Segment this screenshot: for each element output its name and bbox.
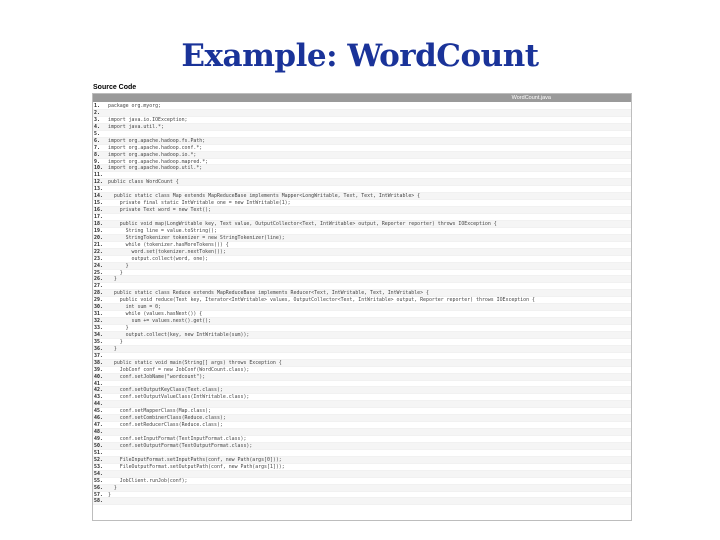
line-number: 58.: [94, 498, 103, 505]
line-number: 53.: [94, 463, 103, 470]
code-line: [93, 117, 631, 124]
code-line: [93, 304, 631, 311]
line-number: 13.: [94, 186, 103, 193]
code-line: [93, 270, 631, 277]
line-number: 55.: [94, 477, 103, 484]
code-line: [93, 450, 631, 457]
code-line: [93, 374, 631, 381]
code-line: [93, 138, 631, 145]
line-code: import java.util.*;: [108, 123, 164, 130]
code-line: [93, 145, 631, 152]
code-line: [93, 485, 631, 492]
line-code: }: [108, 338, 123, 345]
line-code: }: [108, 276, 117, 283]
line-number: 42.: [94, 387, 103, 394]
line-number: 21.: [94, 241, 103, 248]
line-number: 38.: [94, 359, 103, 366]
code-line: [93, 492, 631, 499]
line-code: FileInputFormat.setInputPaths(conf, new Path(args[0]));: [108, 456, 282, 463]
line-code: conf.setReducerClass(Reduce.class);: [108, 422, 223, 429]
line-code: public static class Map extends MapReduceBase implements Mapper<LongWritable, Text, Text, IntWritable> {: [108, 193, 421, 200]
file-name-bar: WordCount.java: [93, 94, 631, 102]
code-line: [93, 256, 631, 263]
code-line: [93, 200, 631, 207]
code-line: [93, 422, 631, 429]
line-code: import org.apache.hadoop.mapred.*;: [108, 158, 209, 165]
line-number: 1.: [94, 103, 100, 109]
line-number: 8.: [94, 151, 100, 158]
line-number: 47.: [94, 422, 103, 429]
code-line: [93, 186, 631, 193]
code-line: [93, 235, 631, 242]
code-lines: [93, 102, 631, 505]
line-number: 6.: [94, 137, 100, 144]
line-code: import java.io.IOException;: [108, 116, 188, 123]
line-number: 2.: [94, 109, 100, 116]
code-line: [93, 436, 631, 443]
code-line: [93, 207, 631, 214]
line-number: 43.: [94, 394, 103, 401]
code-line: [93, 311, 631, 318]
line-number: 24.: [94, 262, 103, 269]
code-line: [93, 381, 631, 388]
line-number: 11.: [94, 172, 103, 179]
code-line: [93, 325, 631, 332]
code-line: [93, 401, 631, 408]
line-code: public class WordCount {: [108, 179, 179, 186]
line-code: output.collect(key, new IntWritable(sum));: [108, 331, 250, 338]
source-code-heading: Source Code: [93, 84, 137, 91]
code-line: [93, 443, 631, 450]
line-number: 4.: [94, 123, 100, 130]
line-number: 7.: [94, 144, 100, 151]
code-line: [93, 360, 631, 367]
code-line: [93, 339, 631, 346]
line-number: 14.: [94, 193, 103, 200]
code-line: [93, 110, 631, 117]
code-line: [93, 464, 631, 471]
line-code: import org.apache.hadoop.conf.*;: [108, 144, 203, 151]
line-code: public void map(LongWritable key, Text value, OutputCollector<Text, IntWritable> output, Reporter reporter) throws IOException {: [108, 220, 497, 227]
code-line: [93, 367, 631, 374]
line-number: 35.: [94, 338, 103, 345]
code-line: [93, 498, 631, 505]
line-number: 36.: [94, 345, 103, 352]
code-line: [93, 103, 631, 110]
line-code: public static class Reduce extends MapReduceBase implements Reducer<Text, IntWritable, Text, IntWritable> {: [108, 290, 429, 297]
line-number: 33.: [94, 325, 103, 331]
line-number: 29.: [94, 297, 103, 304]
code-line: [93, 478, 631, 485]
code-line: [93, 276, 631, 283]
line-number: 52.: [94, 456, 103, 463]
line-number: 16.: [94, 207, 103, 214]
code-line: [93, 290, 631, 297]
line-code: conf.setOutputFormat(TextOutputFormat.class);: [108, 442, 253, 449]
code-line: [93, 152, 631, 159]
line-code: import org.apache.hadoop.io.*;: [108, 151, 197, 158]
line-code: conf.setMapperClass(Map.class);: [108, 408, 212, 415]
code-line: [93, 318, 631, 325]
line-number: 23.: [94, 255, 103, 262]
line-number: 30.: [94, 304, 103, 311]
line-number: 34.: [94, 331, 103, 338]
code-line: [93, 159, 631, 166]
line-code: import org.apache.hadoop.fs.Path;: [108, 137, 206, 144]
code-line: [93, 221, 631, 228]
code-line: [93, 124, 631, 131]
line-code: StringTokenizer tokenizer = new StringTokenizer(line);: [108, 234, 285, 241]
code-listing: [92, 93, 632, 521]
line-code: String line = value.toString();: [108, 227, 217, 234]
line-number: 46.: [94, 415, 103, 422]
line-number: 3.: [94, 116, 100, 123]
code-line: [93, 172, 631, 179]
line-number: 18.: [94, 220, 103, 227]
line-number: 10.: [94, 165, 103, 172]
line-number: 5.: [94, 130, 100, 137]
code-line: [93, 131, 631, 138]
line-number: 9.: [94, 158, 100, 165]
code-line: [93, 346, 631, 353]
line-number: 28.: [94, 290, 103, 297]
code-line: [93, 283, 631, 290]
code-line: [93, 387, 631, 394]
line-code: conf.setJobName("wordcount");: [108, 373, 206, 380]
code-line: [93, 214, 631, 221]
line-code: int sum = 0;: [108, 304, 161, 311]
code-line: [93, 263, 631, 270]
code-line: [93, 332, 631, 339]
line-code: output.collect(word, one);: [108, 255, 209, 262]
line-number: 37.: [94, 352, 103, 359]
line-code: private final static IntWritable one = new IntWritable(1);: [108, 200, 291, 207]
line-number: 45.: [94, 408, 103, 415]
code-line: [93, 193, 631, 200]
line-number: 22.: [94, 248, 103, 255]
line-number: 56.: [94, 484, 103, 491]
code-line: [93, 471, 631, 478]
code-line: [93, 394, 631, 401]
line-code: }: [108, 491, 111, 498]
code-line: [93, 429, 631, 436]
line-code: }: [108, 269, 123, 276]
line-number: 40.: [94, 373, 103, 380]
line-number: 57.: [94, 491, 103, 498]
line-code: }: [108, 345, 117, 352]
line-number: 50.: [94, 442, 103, 449]
line-code: conf.setInputFormat(TextInputFormat.class);: [108, 436, 247, 442]
line-code: conf.setOutputKeyClass(Text.class);: [108, 387, 223, 394]
slide-title: Example: WordCount: [181, 38, 539, 74]
line-code: JobClient.runJob(conf);: [108, 477, 188, 484]
line-number: 19.: [94, 227, 103, 234]
line-number: 26.: [94, 276, 103, 283]
line-code: }: [108, 262, 129, 269]
line-code: sum += values.next().get();: [108, 318, 212, 325]
line-code: conf.setOutputValueClass(IntWritable.class);: [108, 394, 250, 401]
code-line: [93, 353, 631, 360]
line-number: 12.: [94, 179, 103, 186]
line-number: 20.: [94, 234, 103, 241]
code-line: [93, 179, 631, 186]
line-number: 44.: [94, 401, 103, 408]
line-code: FileOutputFormat.setOutputPath(conf, new Path(args[1]));: [108, 463, 285, 470]
code-line: [93, 228, 631, 235]
line-code: conf.setCombinerClass(Reduce.class);: [108, 415, 226, 422]
line-code: private Text word = new Text();: [108, 207, 212, 214]
line-number: 54.: [94, 470, 103, 477]
code-line: [93, 249, 631, 256]
line-code: while (tokenizer.hasMoreTokens()) {: [108, 241, 229, 248]
line-number: 15.: [94, 200, 103, 207]
line-number: 51.: [94, 449, 103, 456]
line-code: public void reduce(Text key, Iterator<IntWritable> values, OutputCollector<Text, IntWritable> output, Reporter reporter) throws IOException {: [108, 297, 535, 304]
line-code: package org.myorg;: [108, 103, 161, 109]
code-line: [93, 165, 631, 172]
line-number: 41.: [94, 380, 103, 387]
line-code: public static void main(String[] args) throws Exception {: [108, 359, 282, 366]
code-line: [93, 242, 631, 249]
code-line: [93, 415, 631, 422]
line-number: 27.: [94, 283, 103, 290]
code-line: [93, 408, 631, 415]
line-code: while (values.hasNext()) {: [108, 311, 203, 318]
line-code: }: [108, 484, 117, 491]
line-number: 31.: [94, 311, 103, 318]
line-number: 39.: [94, 366, 103, 373]
line-code: }: [108, 325, 129, 331]
line-number: 25.: [94, 269, 103, 276]
line-code: JobConf conf = new JobConf(WordCount.class);: [108, 366, 250, 373]
line-number: 17.: [94, 214, 103, 220]
code-line: [93, 297, 631, 304]
code-line: [93, 457, 631, 464]
line-number: 49.: [94, 436, 103, 442]
line-number: 48.: [94, 429, 103, 436]
line-code: word.set(tokenizer.nextToken());: [108, 248, 226, 255]
line-number: 32.: [94, 318, 103, 325]
line-code: import org.apache.hadoop.util.*;: [108, 165, 203, 172]
